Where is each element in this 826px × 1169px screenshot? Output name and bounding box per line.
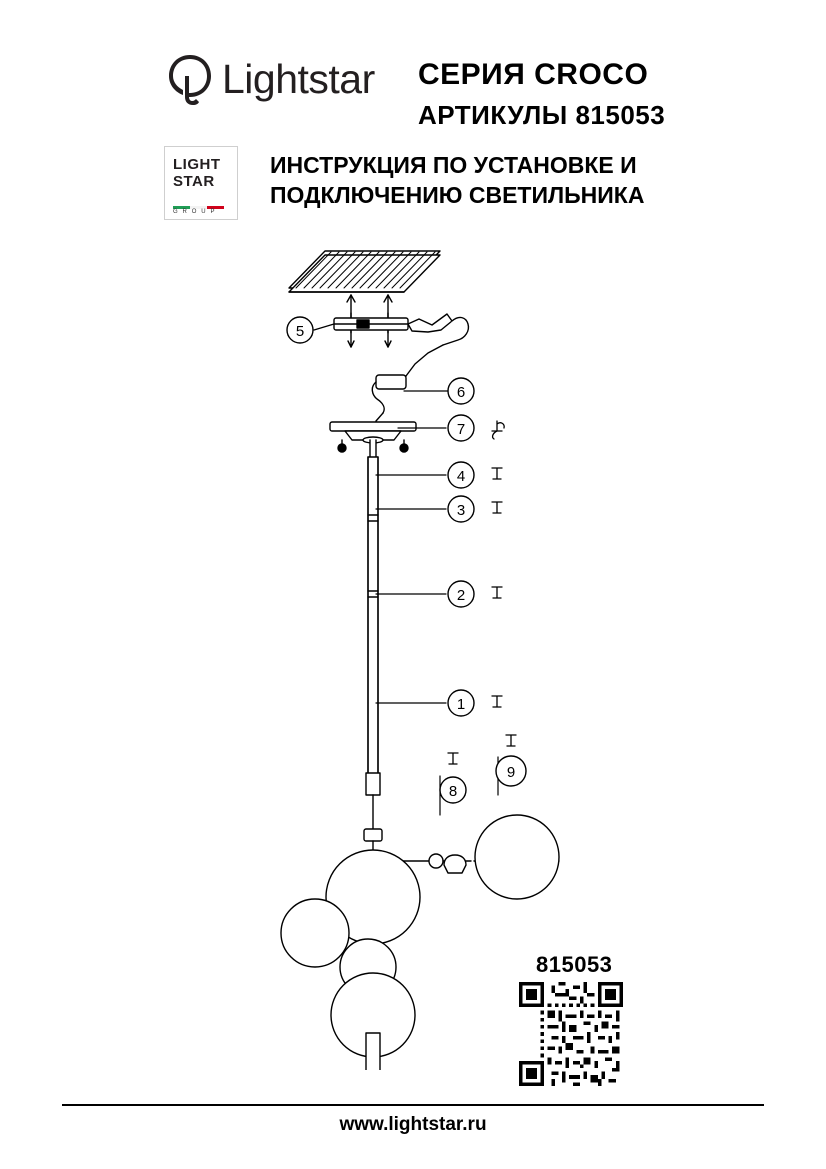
screwdriver-icon-4 <box>492 468 502 479</box>
badge-group-text: G R O U P <box>173 209 217 215</box>
callout-label-8: 8 <box>448 783 458 800</box>
callout-bubbles <box>287 317 526 803</box>
screwdriver-icon-8 <box>448 753 458 764</box>
mounting-bracket <box>334 314 468 376</box>
qr-code <box>519 982 623 1086</box>
screwdriver-icon-2 <box>492 587 502 598</box>
page-title-line-1: ИНСТРУКЦИЯ ПО УСТАНОВКЕ И <box>270 152 637 178</box>
callout-label-7: 7 <box>456 421 466 438</box>
callout-label-4: 4 <box>456 468 466 485</box>
badge-line-1: LIGHT <box>173 156 221 173</box>
badge-line-2: STAR <box>173 173 215 190</box>
brand-wordmark: Lightstar <box>222 56 375 102</box>
callout-label-1: 1 <box>456 696 466 713</box>
assembly-diagram <box>0 235 826 1070</box>
page-title <box>270 150 710 210</box>
sku-number: 815053 <box>536 952 613 977</box>
wire-connector <box>372 375 406 421</box>
footer-divider <box>62 1104 764 1106</box>
screwdriver-icon-1 <box>492 696 502 707</box>
page-title-line-2: ПОДКЛЮЧЕНИЮ СВЕТИЛЬНИКА <box>270 182 645 208</box>
lightstar-l-mark-icon <box>164 52 216 107</box>
callout-label-2: 2 <box>456 587 466 604</box>
screwdriver-icon-3 <box>492 502 502 513</box>
lightstar-group-badge <box>164 146 238 220</box>
callout-label-9: 9 <box>506 764 516 781</box>
screwdriver-icon-9 <box>506 735 516 746</box>
callout-label-6: 6 <box>456 384 466 401</box>
ceiling-surface <box>289 251 440 292</box>
suspension-rod <box>366 440 380 831</box>
brand-logo <box>164 52 394 107</box>
article-number: АРТИКУЛЫ 815053 <box>418 100 666 130</box>
callout-numbers <box>296 323 515 800</box>
screwdriver-icon-7 <box>492 421 504 439</box>
callout-label-5: 5 <box>295 323 305 340</box>
page-header <box>0 0 826 235</box>
footer-url: www.lightstar.ru <box>339 1114 487 1135</box>
series-title: СЕРИЯ CROCO <box>418 58 649 91</box>
callout-label-3: 3 <box>456 502 466 519</box>
